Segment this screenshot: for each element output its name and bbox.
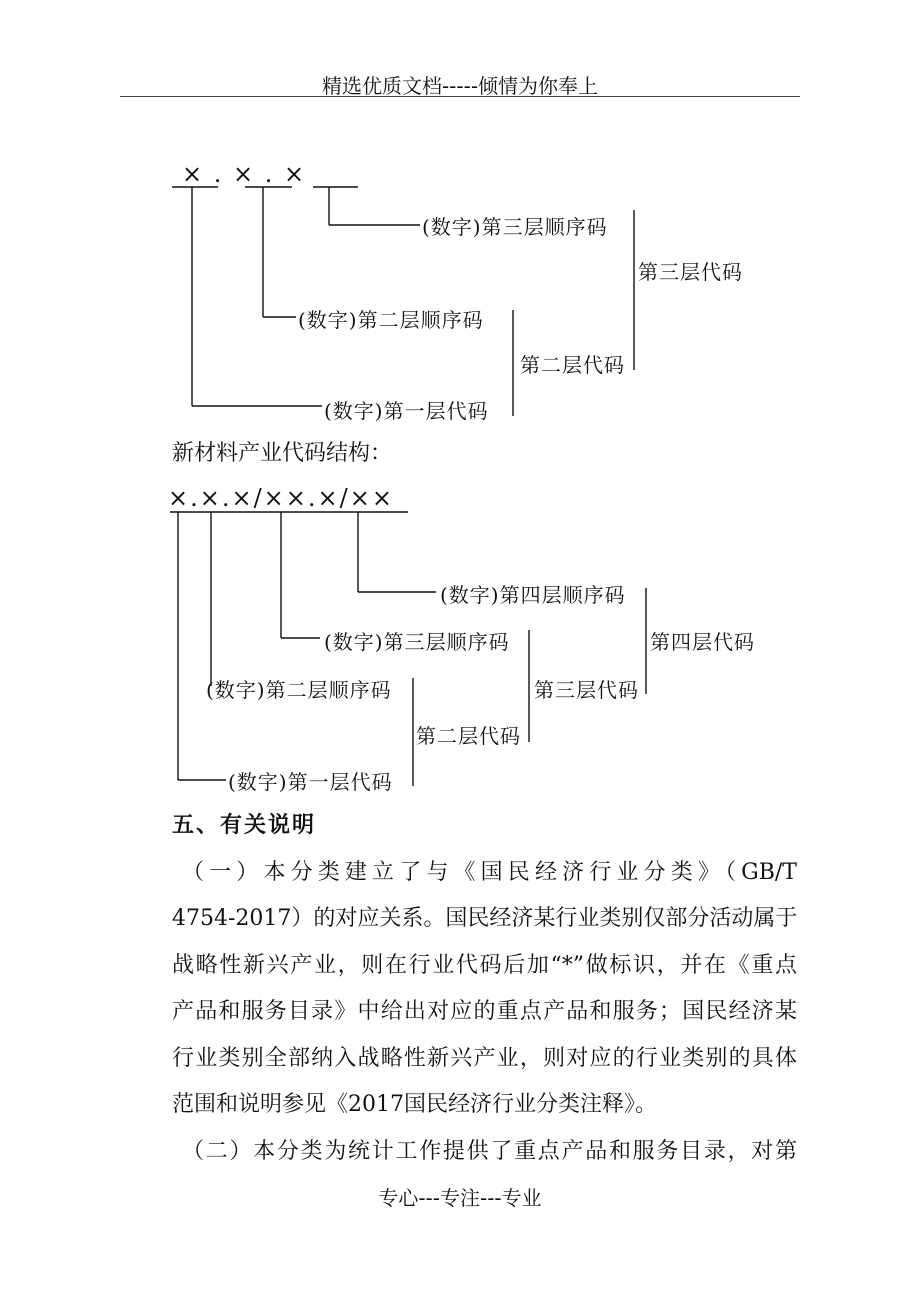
section-heading: 五、有关说明 xyxy=(172,813,317,838)
para2-line: （二）本分类为统计工作提供了重点产品和服务目录，对第 xyxy=(182,1139,797,1164)
d2-level2-code-label: 第二层代码 xyxy=(416,724,521,748)
d1-level1-code-label: (数字)第一层代码 xyxy=(324,399,489,423)
page-footer: 专心---专注---专业 xyxy=(378,1186,542,1210)
d1-level2-seq-label: (数字)第二层顺序码 xyxy=(298,308,484,332)
d1-level3-seq-label: (数字)第三层顺序码 xyxy=(422,215,608,239)
para1-line: 4754-2017）的对应关系。国民经济某行业类别仅部分活动属于 xyxy=(172,906,798,931)
para1-line: 行业类别全部纳入战略性新兴产业，则对应的行业类别的具体 xyxy=(172,1046,797,1071)
para1-line: （一）本分类建立了与《国民经济行业分类》（GB/T xyxy=(182,860,797,885)
para1-line: 产品和服务目录》中给出对应的重点产品和服务；国民经济某 xyxy=(172,999,797,1024)
para1-line: 战略性新兴产业，则在行业代码后加“*”做标识，并在《重点 xyxy=(172,953,797,978)
code-format-2: ×.×.×/××.×/×× xyxy=(168,484,394,512)
d2-level4-code-label: 第四层代码 xyxy=(650,630,755,654)
d2-intro: 新材料产业代码结构： xyxy=(172,441,393,466)
d2-level3-seq-label: (数字)第三层顺序码 xyxy=(324,630,510,654)
page-header: 精选优质文档-----倾情为你奉上 xyxy=(321,74,599,98)
d2-level2-seq-label: (数字)第二层顺序码 xyxy=(206,678,392,702)
para1-line: 范围和说明参见《2017国民经济行业分类注释》。 xyxy=(172,1092,657,1117)
d1-level3-code-label: 第三层代码 xyxy=(638,260,743,284)
d1-level2-code-label: 第二层代码 xyxy=(520,353,625,377)
d2-level4-seq-label: (数字)第四层顺序码 xyxy=(440,583,626,607)
code-format-1: × . × . × xyxy=(182,160,307,188)
d2-level3-code-label: 第三层代码 xyxy=(534,678,639,702)
d2-level1-code-label: (数字)第一层代码 xyxy=(228,770,393,794)
